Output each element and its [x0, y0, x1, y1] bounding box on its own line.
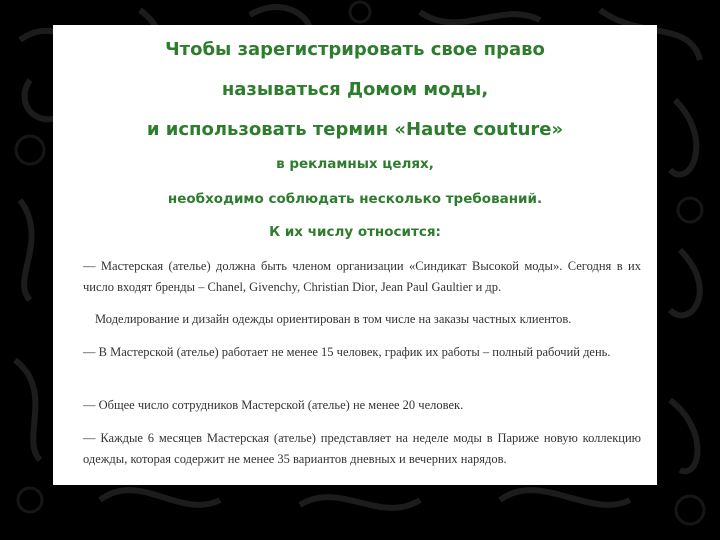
requirement-paragraph: — В Мастерской (ателье) работает не менее 15 человек, график их работы – полный рабочий день. — [83, 345, 611, 359]
requirement-paragraph: — Мастерская (ателье) должна быть членом организации «Синдикат Высокой моды». Сегодня в их число входят бренды – Chanel, Givenchy, Christian Dior, Jean Paul Gaultier и др. — [83, 259, 641, 294]
requirement-paragraph: — Общее число сотрудников Мастерской (ателье) не менее 20 человек. — [83, 398, 464, 412]
title-line-4: в рекламных целях, — [276, 156, 434, 172]
slide-content-card — [53, 25, 657, 485]
title-line-2: называться Домом моды, — [221, 79, 489, 100]
requirement-paragraph: Моделирование и дизайн одежды ориентирован в том числе на заказы частных клиентов. — [95, 312, 572, 326]
title-line-1: Чтобы зарегистрировать свое право — [165, 39, 545, 60]
title-line-5: необходимо соблюдать несколько требований. — [167, 191, 543, 207]
title-line-3: и использовать термин «Haute couture» — [146, 119, 564, 140]
requirement-paragraph: — Каждые 6 месяцев Мастерская (ателье) представляет на неделе моды в Париже новую коллекцию одежды, которая содержит не менее 35 вариантов дневных и вечерних нарядов. — [83, 431, 641, 466]
title-line-6: К их числу относится: — [269, 224, 441, 240]
